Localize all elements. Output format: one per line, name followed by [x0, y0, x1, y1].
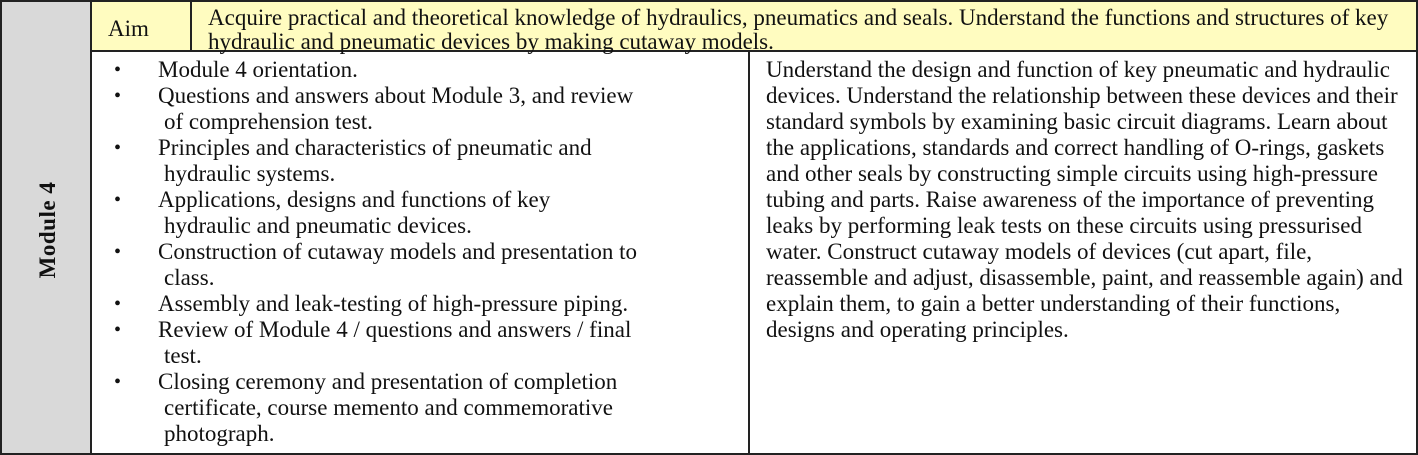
activities-cell — [92, 52, 750, 453]
list-item-line: Module 4 orientation. — [158, 57, 358, 82]
list-item — [92, 57, 750, 83]
list-item-line: certificate, course memento and commemorative — [164, 395, 613, 420]
description-text: Understand the design and function of key pneumatic and hydraulic devices. Understand the relationship between these devices and their standard symbols by examining basic circuit diagrams. Learn about the applications, standards and correct handling of O-rings, gaskets and other seals by constructing simple circuits using high-pressure tubing and parts. Raise awareness of the importance of preventing leaks by performing leak tests on these circuits using pressurised water. Construct cutaway models of devices (cut apart, file, reassemble and adjust, disassemble, paint, and reassemble again) and explain them, to gain a better understanding of their functions, designs and operating principles. — [766, 57, 1403, 342]
list-item-line: test. — [164, 343, 202, 368]
list-item-line: of comprehension test. — [164, 109, 373, 134]
bullet-icon: • — [114, 189, 122, 211]
list-item-line: Closing ceremony and presentation of completion — [158, 369, 618, 394]
list-item-line: Construction of cutaway models and presentation to — [158, 239, 638, 264]
description-cell — [750, 52, 1416, 453]
bullet-icon: • — [114, 241, 122, 263]
bullet-icon: • — [114, 293, 122, 315]
list-item-line: hydraulic systems. — [164, 161, 336, 186]
list-item — [92, 317, 750, 369]
list-item — [92, 135, 750, 187]
aim-text: Acquire practical and theoretical knowledge of hydraulics, pneumatics and seals. Understand the functions and structures of key hydraulic and pneumatic devices by making cutaway models. — [208, 5, 1389, 54]
list-item — [92, 291, 750, 317]
list-item — [92, 239, 750, 291]
list-item-line: Review of Module 4 / questions and answers / final — [158, 317, 632, 342]
list-item-line: class. — [164, 265, 215, 290]
list-item-line: Principles and characteristics of pneumatic and — [158, 135, 592, 160]
bullet-icon: • — [114, 137, 122, 159]
aim-label-cell — [92, 2, 192, 52]
bullet-icon: • — [114, 59, 122, 81]
module-header-cell — [0, 0, 92, 455]
list-item — [92, 187, 750, 239]
list-item-line: Applications, designs and functions of key — [158, 187, 551, 212]
list-item — [92, 83, 750, 135]
bullet-icon: • — [114, 371, 122, 393]
list-item — [92, 369, 750, 447]
module-label: Module 4 — [35, 181, 60, 279]
bullet-icon: • — [114, 319, 122, 341]
aim-label: Aim — [108, 16, 149, 41]
aim-row — [92, 0, 1418, 52]
activities-list — [92, 57, 750, 447]
list-item-line: hydraulic and pneumatic devices. — [164, 213, 472, 238]
list-item-line: photograph. — [164, 421, 275, 446]
content-row — [92, 52, 1418, 455]
list-item-line: Questions and answers about Module 3, and review — [158, 83, 634, 108]
bullet-icon: • — [114, 85, 122, 107]
list-item-line: Assembly and leak-testing of high-pressure piping. — [158, 291, 629, 316]
